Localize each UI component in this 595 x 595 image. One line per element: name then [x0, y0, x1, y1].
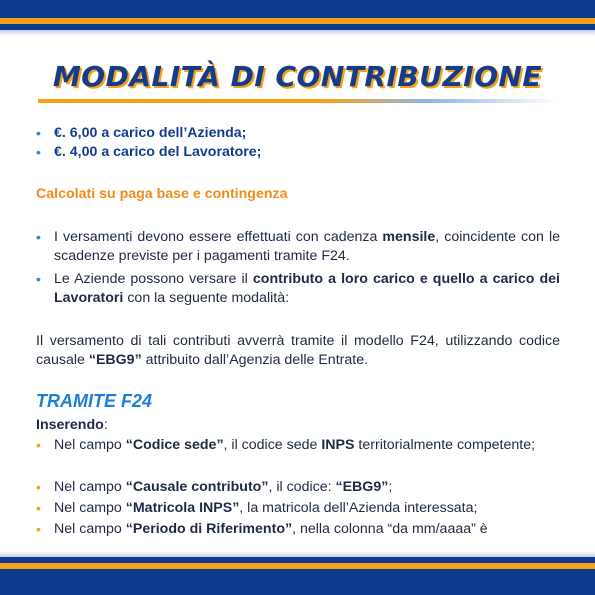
- f24-item-causale: Nel campo “Causale contributo”, il codice: “EBG9”;: [54, 479, 393, 495]
- top-band-shadow: [0, 30, 595, 36]
- bullet-icon: •: [36, 229, 41, 245]
- list-item: [36, 520, 560, 539]
- list-item: [36, 499, 560, 518]
- list-item: [36, 436, 560, 455]
- bullet-icon: •: [36, 271, 41, 287]
- f24-item-matricola: Nel campo “Matricola INPS”, la matricola dell’Azienda interessata;: [54, 500, 478, 516]
- list-item: [36, 124, 560, 143]
- list-item: [36, 478, 560, 497]
- bullet-icon: •: [36, 144, 41, 160]
- f24-item-codice-sede: Nel campo “Codice sede”, il codice sede INPS territorialmente competente;: [54, 437, 536, 453]
- amount-lavoratore: €. 4,00 a carico del Lavoratore;: [54, 144, 262, 160]
- bullet-icon: •: [36, 437, 41, 453]
- list-item: [36, 143, 560, 162]
- calc-heading: Calcolati su paga base e contingenza: [36, 186, 288, 202]
- versamenti-text: I versamenti devono essere effettuati con cadenza mensile, coincidente con le scadenze previste per i pagamenti tramite F24.: [54, 229, 560, 264]
- title-underline: [38, 99, 558, 103]
- page-title: MODALITÀ DI CONTRIBUZIONE: [52, 60, 543, 93]
- bullet-icon: •: [36, 521, 41, 537]
- aziende-text: Le Aziende possono versare il contributo a loro carico e quello a carico dei Lavoratori con la seguente modalità:: [54, 271, 560, 306]
- f24-heading: TRAMITE F24: [36, 391, 153, 411]
- amount-azienda: €. 6,00 a carico dell’Azienda;: [54, 125, 247, 141]
- list-item: [36, 228, 560, 266]
- versamento-paragraph: Il versamento di tali contributi avverrà tramite il modello F24, utilizzando codice causale “EBG9” attribuito dall’Agenzia delle Entrate.: [36, 333, 560, 368]
- list-item: [36, 270, 560, 308]
- inserendo-label: Inserendo:: [36, 417, 108, 433]
- bottom-band: [0, 557, 595, 595]
- bullet-icon: •: [36, 500, 41, 516]
- top-band: [0, 0, 595, 30]
- bullet-icon: •: [36, 479, 41, 495]
- f24-item-periodo: Nel campo “Periodo di Riferimento”, nella colonna “da mm/aaaa” è: [54, 521, 488, 537]
- bullet-icon: •: [36, 125, 41, 141]
